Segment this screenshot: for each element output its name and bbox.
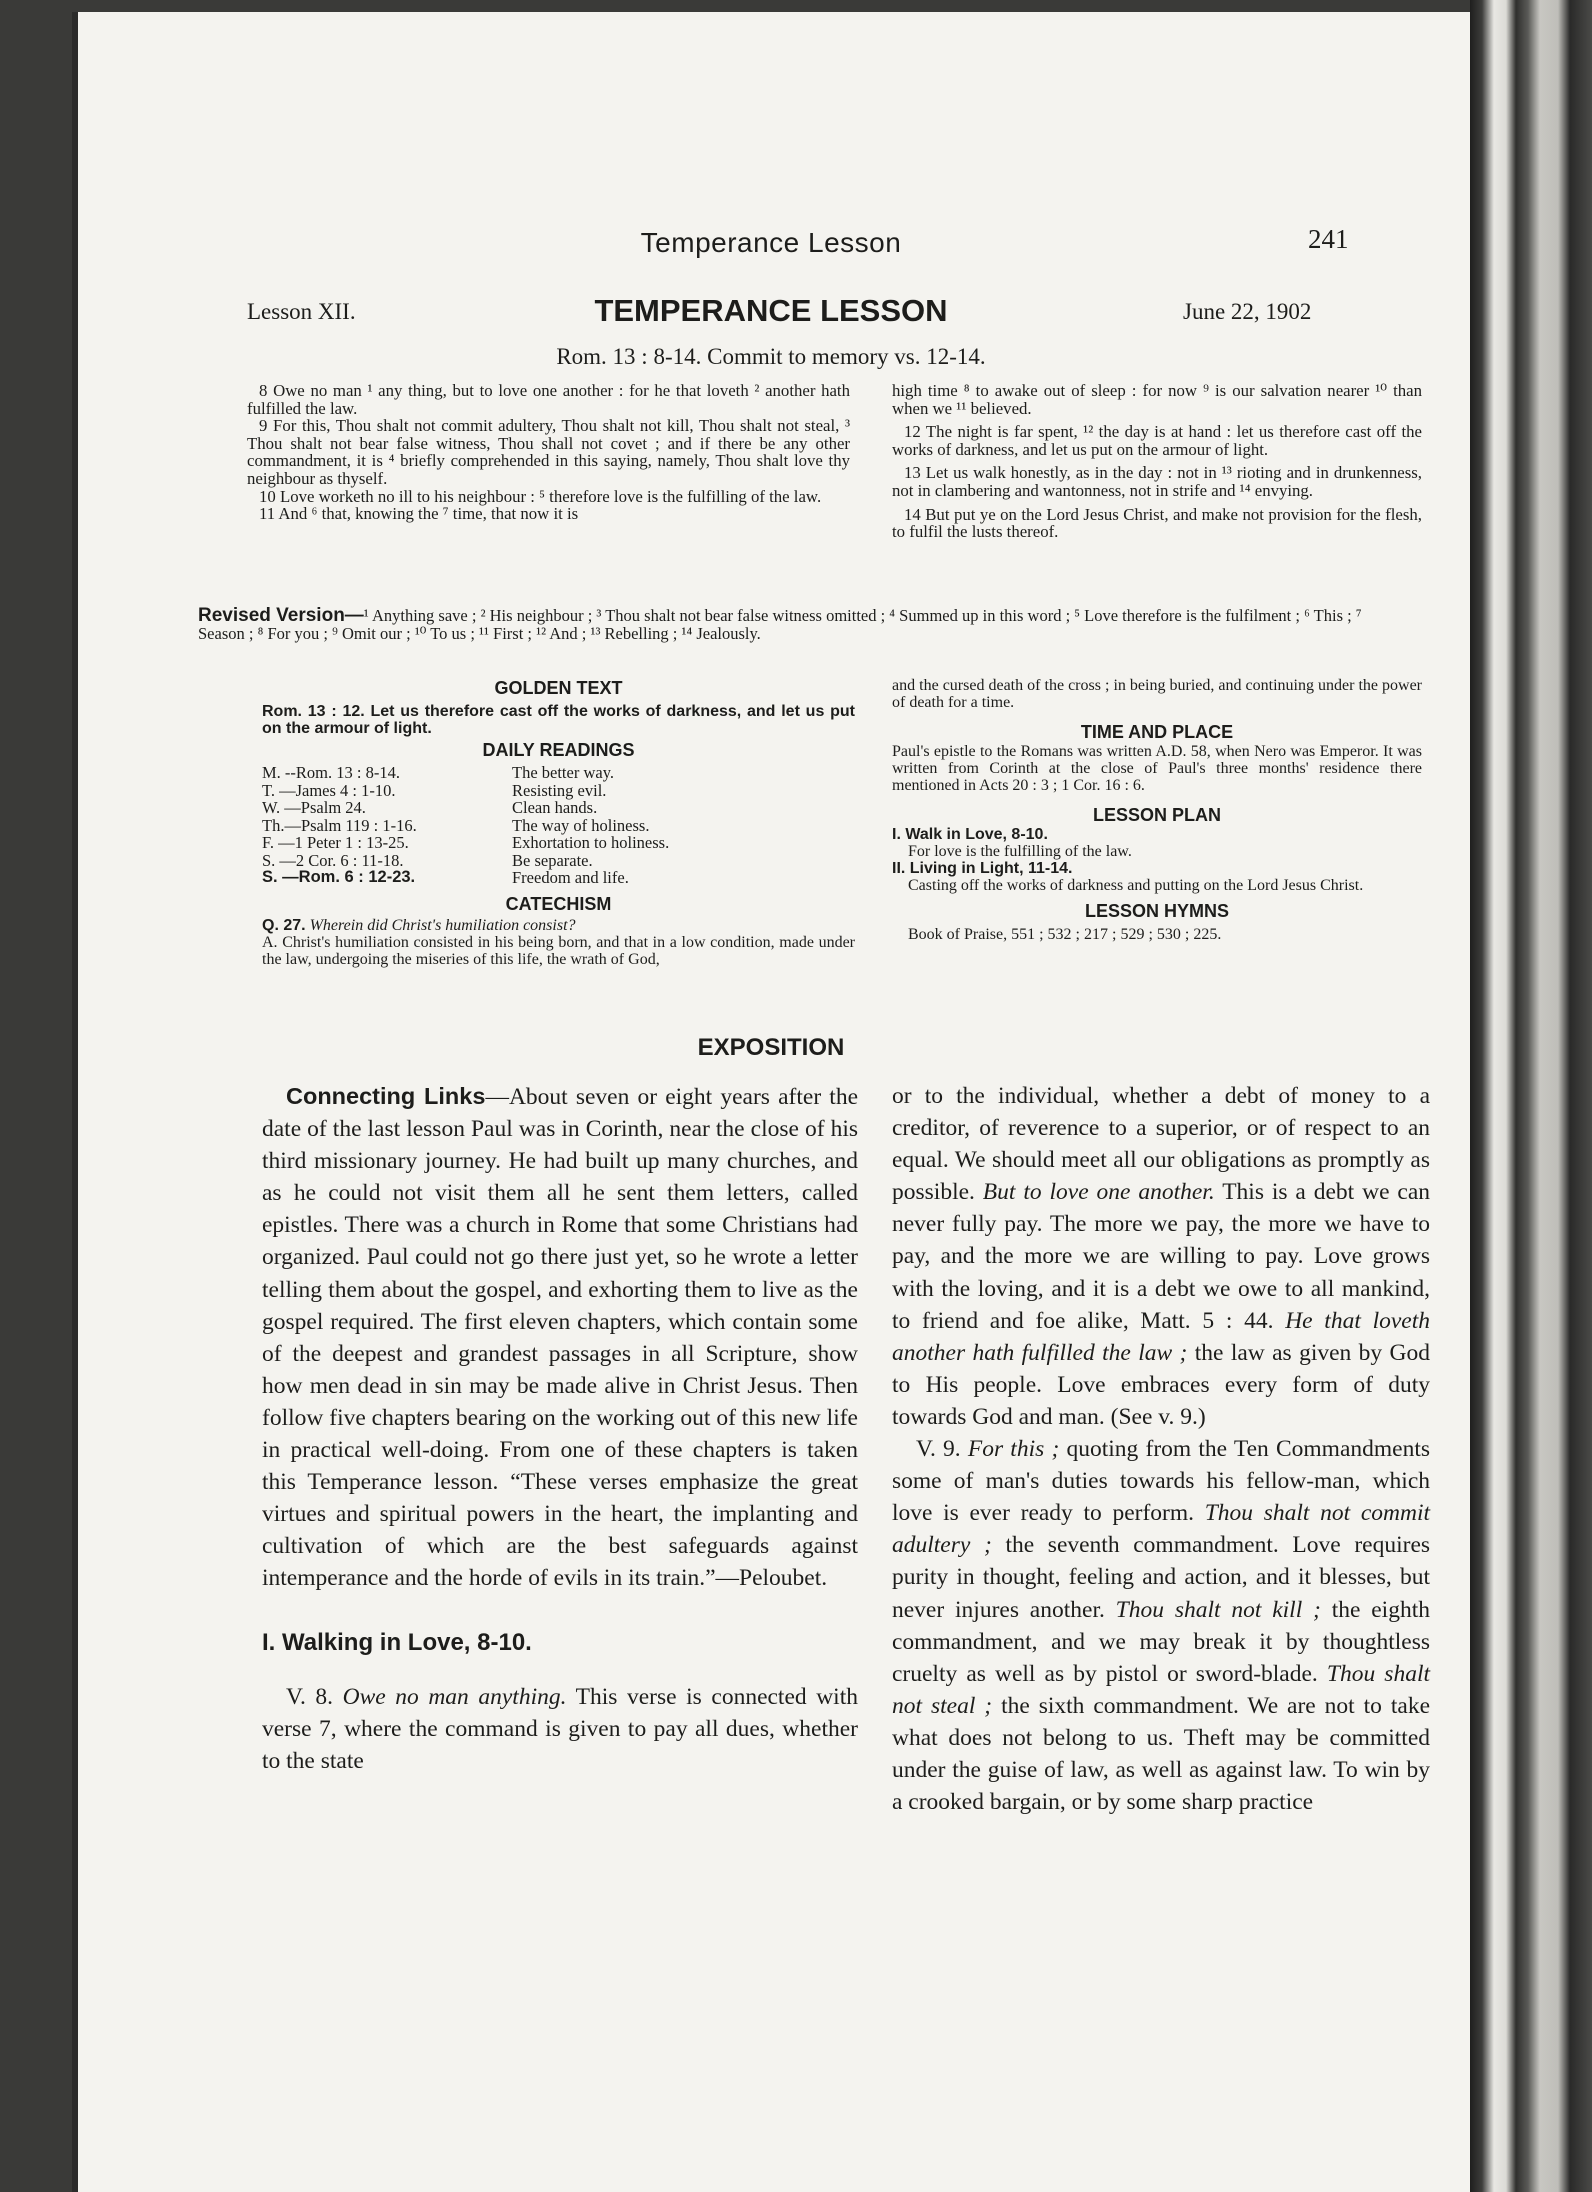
- sidebar-right: [892, 677, 1422, 943]
- verse-quote: Thou shalt not commit adultery ;: [892, 1500, 1431, 1559]
- commentary-text: the sixth commandment. We are not to take what does not belong to us. Theft may be committed under the guise of law, as well as against law. To win by a crooked bargain, or by some sharp practice: [892, 1692, 1430, 1816]
- scripture-text-left: [247, 382, 850, 523]
- verse-quote: Thou shalt not steal ;: [892, 1660, 1430, 1719]
- commentary-text: quoting from the Ten Commandments some of man's duties towards his fellow-man, which love is ever ready to perform.: [892, 1436, 1431, 1527]
- reading-ref: T. —James 4 : 1-10.: [262, 780, 396, 800]
- commentary-text: the law as given by God to His people. Love embraces every form of duty towards God and man. (See v. 9.): [892, 1339, 1430, 1430]
- question-number: Q. 27.: [262, 916, 306, 934]
- verse-quote: He that loveth another hath fulfilled the law ;: [892, 1307, 1430, 1366]
- revised-version-label: Revised Version—: [198, 605, 364, 626]
- lesson-hymns-heading: LESSON HYMNS: [1084, 901, 1230, 921]
- reading-ref: W. —Psalm 24.: [262, 798, 366, 817]
- verse-quote: But to love one another.: [982, 1179, 1215, 1206]
- lesson-plan-item-title: II. Living in Light, 11-14.: [892, 860, 1073, 877]
- reading-title: The better way.: [512, 763, 615, 782]
- reading-title: Resisting evil.: [512, 780, 607, 800]
- verse: 8 Owe no man ¹ any thing, but to love one another : for he that loveth ² another hath fulfilled the law.: [247, 381, 850, 418]
- page-edge: [72, 12, 78, 2192]
- exposition-right-column: [892, 1080, 1430, 1818]
- commentary-text: the eighth commandment, and we may break it by thoughtless cruelty as well as by pistol or sword-blade.: [892, 1596, 1430, 1687]
- running-head: Temperance Lesson: [640, 227, 902, 258]
- sidebar-left: [262, 677, 855, 968]
- scripture-reference: Rom. 13 : 8-14. Commit to memory vs. 12-14.: [556, 344, 986, 369]
- reading-title: Freedom and life.: [512, 868, 629, 887]
- reading-title: The way of holiness.: [512, 815, 650, 835]
- verse: 14 But put ye on the Lord Jesus Christ, and make not provision for the flesh, to fulfil the lusts thereof.: [892, 504, 1422, 542]
- verse: 12 The night is far spent, ¹² the day is at hand : let us therefore cast off the works of darkness, and let us put on the armour of light.: [892, 422, 1422, 459]
- lesson-title: TEMPERANCE LESSON: [594, 293, 948, 328]
- verse-8-continued: [892, 1080, 1430, 1433]
- lesson-number: Lesson XII.: [247, 299, 356, 324]
- lesson-plan-item-text: Casting off the works of darkness and putting on the Lord Jesus Christ.: [908, 877, 1364, 894]
- connecting-links-text: —About seven or eight years after the date of the last lesson Paul was in Corinth, near the close of his third missionary journey. He had built up many churches, and as he could not visit them all he sent them letters, called epistles. There was a church in Rome that some Christians had organized. Paul could not go there just yet, so he wrote a letter telling them about the gospel, and exhorting them to live as the gospel required. The first eleven chapters, which contain some of the deepest and grandest passages in all Scripture, show how men dead in sin may be made alive in Christ Jesus. Then follow five chapters bearing on the working out of this new life in practical well-doing. From one of these chapters is taken this Temperance lesson. “These verses emphasize the great virtues and spiritual powers in the heart, the implanting and cultivation of which are the best safeguards against intemperance and the horde of evils in its train.”—Peloubet.: [262, 1084, 859, 1592]
- revised-version-text: ¹ Anything save ; ² His neighbour ; ³ Thou shalt not bear false witness omitted ; ⁴ Summed up in this word ; ⁵ Love therefore is the fulfilment ; ⁶ This ; ⁷ Season ; ⁸ For you ; ⁹ Omit our ; ¹⁰ To us ; ¹¹ First ; ¹² And ; ¹³ Rebelling ; ¹⁴ Jealously.: [198, 606, 1362, 643]
- revised-version-notes: [198, 607, 1410, 643]
- exposition-heading: EXPOSITION: [697, 1034, 845, 1061]
- lesson-plan-item-text: For love is the fulfilling of the law.: [908, 843, 1132, 860]
- reading-title: Clean hands.: [512, 798, 598, 817]
- lesson-plan-item-title: I. Walk in Love, 8-10.: [892, 826, 1048, 843]
- daily-readings-list: [262, 764, 855, 887]
- verse: 10 Love worketh no ill to his neighbour : ⁵ therefore love is the fulfilling of the law.: [259, 486, 822, 506]
- book-page: [72, 12, 1470, 2192]
- reading-ref: F. —1 Peter 1 : 13-25.: [262, 833, 409, 852]
- scripture-text-right: [892, 382, 1422, 541]
- verse: high time ⁸ to awake out of sleep : for now ⁹ is our salvation nearer ¹⁰ than when we ¹¹ believed.: [892, 381, 1422, 418]
- golden-text: Rom. 13 : 12. Let us therefore cast off the works of darkness, and let us put on the armour of light.: [262, 703, 855, 737]
- verse-ref: V. 8.: [286, 1683, 334, 1710]
- verse-text: This verse is connected with verse 7, where the command is given to pay all dues, whether to the state: [262, 1683, 858, 1774]
- verse-quote: Owe no man anything.: [342, 1683, 567, 1710]
- book-edge: [1470, 0, 1592, 2192]
- verse-ref: V. 9.: [916, 1436, 961, 1463]
- time-place-heading: TIME AND PLACE: [1080, 722, 1234, 742]
- reading-ref: S. —Rom. 6 : 12-23.: [262, 868, 416, 886]
- catechism-answer: A. Christ's humiliation consisted in his being born, and that in a low condition, made under the law, undergoing the miseries of this life, the wrath of God,: [262, 933, 855, 968]
- connecting-links-label: Connecting Links: [286, 1083, 486, 1109]
- time-place-text: Paul's epistle to the Romans was written A.D. 58, when Nero was Emperor. It was written from Corinth at the close of Paul's three months' residence there mentioned in Acts 20 : 3 ; 1 Cor. 16 : 6.: [892, 743, 1422, 794]
- catechism-answer-continued: and the cursed death of the cross ; in being buried, and continuing under the power of death for a time.: [892, 677, 1422, 711]
- page-number: 241: [1308, 224, 1349, 254]
- lesson-plan-heading: LESSON PLAN: [1092, 805, 1221, 825]
- lesson-date: June 22, 1902: [1183, 299, 1312, 324]
- verse-quote: For this ;: [967, 1436, 1060, 1463]
- reading-ref: S. —2 Cor. 6 : 11-18.: [262, 850, 404, 870]
- commentary-text: or to the individual, whether a debt of money to a creditor, of reverence to a superior, or of respect to an equal. We should meet all our obligations as promptly as possible.: [892, 1083, 1430, 1206]
- lesson-hymns-text: Book of Praise, 551 ; 532 ; 217 ; 529 ; 530 ; 225.: [908, 926, 1222, 943]
- commentary-text: the seventh commandment. Love requires purity in thought, feeling and action, and it blesses, but never injures another.: [892, 1532, 1431, 1623]
- commentary-text: This is a debt we can never fully pay. The more we pay, the more we have to pay, and the more we are willing to pay. Love grows with the loving, and it is a debt we owe to all mankind, to friend and foe alike, Matt. 5 : 44.: [892, 1179, 1430, 1334]
- verse-8-paragraph: [262, 1681, 858, 1777]
- exposition-left-column: [262, 1080, 858, 1777]
- verse: 13 Let us walk honestly, as in the day : not in ¹³ rioting and in drunkenness, not in clambering and wantonness, not in strife and ¹⁴ envying.: [892, 463, 1422, 500]
- verse-quote: Thou shalt not kill ;: [1115, 1596, 1321, 1623]
- section-heading: I. Walking in Love, 8-10.: [262, 1628, 532, 1656]
- reading-title: Exhortation to holiness.: [512, 833, 670, 852]
- connecting-links-paragraph: [262, 1080, 858, 1595]
- verse: 11 And ⁶ that, knowing the ⁷ time, that now it is: [259, 504, 579, 524]
- reading-ref: Th.—Psalm 119 : 1-16.: [262, 815, 417, 835]
- catechism-question: [262, 917, 855, 934]
- reading-ref: M. --Rom. 13 : 8-14.: [262, 763, 400, 782]
- catechism-heading: CATECHISM: [505, 893, 612, 914]
- verse: 9 For this, Thou shalt not commit adultery, Thou shalt not kill, Thou shalt not steal, ³ Thou shalt not bear false witness, Thou shall not covet ; and if there be any other commandment, it is ⁴ briefly comprehended in this saying, namely, Thou shalt love thy neighbour as thyself.: [247, 416, 850, 488]
- reading-title: Be separate.: [512, 850, 593, 870]
- question-text: Wherein did Christ's humiliation consist?: [309, 916, 576, 934]
- daily-readings-heading: DAILY READINGS: [482, 740, 635, 760]
- golden-text-heading: GOLDEN TEXT: [494, 678, 623, 698]
- verse-9-paragraph: [892, 1433, 1430, 1818]
